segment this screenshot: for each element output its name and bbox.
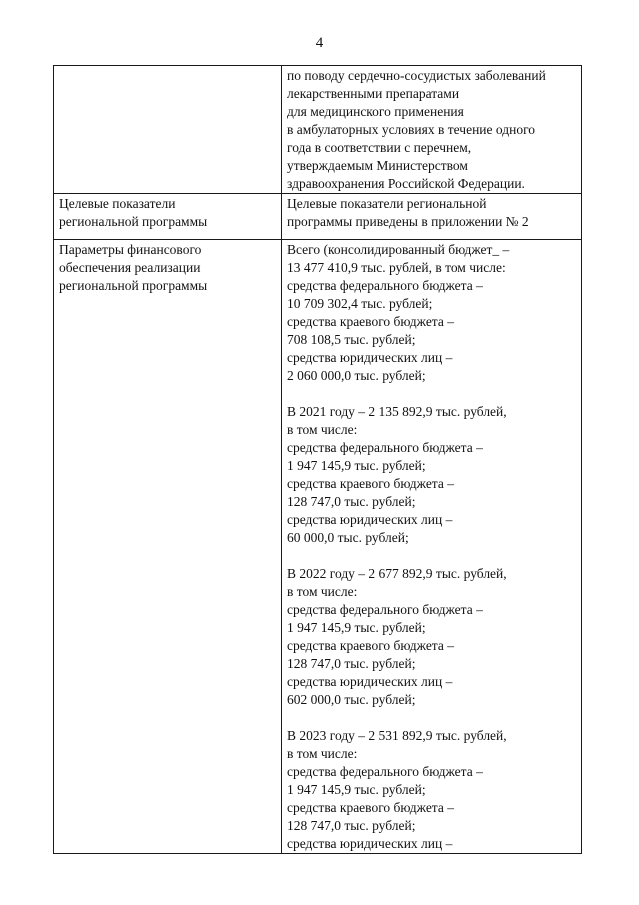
text-line: 128 747,0 тыс. рублей; xyxy=(287,656,416,671)
text-line: 128 747,0 тыс. рублей; xyxy=(287,818,416,833)
text-line: В 2023 году – 2 531 892,9 тыс. рублей, xyxy=(287,728,507,743)
label-line: региональной программы xyxy=(59,214,208,229)
finance-block-2021 xyxy=(287,403,576,547)
table-row xyxy=(54,240,582,854)
text-line: лекарственными препаратами xyxy=(287,86,460,101)
finance-block-total xyxy=(287,241,576,385)
text-line: средства краевого бюджета – xyxy=(287,800,454,815)
program-passport-table xyxy=(53,65,582,854)
page-number: 4 xyxy=(315,35,324,51)
text-line: 10 709 302,4 тыс. рублей; xyxy=(287,296,433,311)
text-line: в том числе: xyxy=(287,746,358,761)
label-line: обеспечения реализации xyxy=(59,260,201,275)
text-line: в том числе: xyxy=(287,584,358,599)
text-line: Всего (консолидированный бюджет_ – xyxy=(287,242,510,257)
text-line: 1 947 145,9 тыс. рублей; xyxy=(287,620,426,635)
text-line: Целевые показатели региональной xyxy=(287,196,487,211)
text-line: 1 947 145,9 тыс. рублей; xyxy=(287,458,426,473)
finance-label-cell xyxy=(54,240,282,854)
text-line: средства юридических лиц – xyxy=(287,512,453,527)
text-line: В 2022 году – 2 677 892,9 тыс. рублей, xyxy=(287,566,507,581)
row-label-cell xyxy=(54,194,282,240)
text-line: в том числе: xyxy=(287,422,358,437)
text-line: программы приведены в приложении № 2 xyxy=(287,214,529,229)
text-line: средства краевого бюджета – xyxy=(287,476,454,491)
label-line: региональной программы xyxy=(59,278,208,293)
finance-block-2022 xyxy=(287,565,576,709)
paragraph-gap xyxy=(287,385,576,403)
text-line: средства краевого бюджета – xyxy=(287,638,454,653)
text-line: 60 000,0 тыс. рублей; xyxy=(287,530,409,545)
text-line: средства федерального бюджета – xyxy=(287,602,483,617)
text-line: здравоохранения Российской Федерации. xyxy=(287,176,525,191)
table-row xyxy=(54,194,582,240)
text-line: для медицинского применения xyxy=(287,104,464,119)
text-line: года в соответствии с перечнем, xyxy=(287,140,472,155)
text-line: средства юридических лиц – xyxy=(287,350,453,365)
text-line: по поводу сердечно-сосудистых заболеваний xyxy=(287,68,546,83)
text-line: 2 060 000,0 тыс. рублей; xyxy=(287,368,426,383)
text-line: 128 747,0 тыс. рублей; xyxy=(287,494,416,509)
label-line: Параметры финансового xyxy=(59,242,202,257)
label-line: Целевые показатели xyxy=(59,196,176,211)
paragraph-gap xyxy=(287,547,576,565)
text-line: средства федерального бюджета – xyxy=(287,278,483,293)
text-line: утверждаемым Министерством xyxy=(287,158,468,173)
table-row xyxy=(54,66,582,194)
paragraph-gap xyxy=(287,709,576,727)
text-line: средства юридических лиц – xyxy=(287,674,453,689)
text-line: 602 000,0 тыс. рублей; xyxy=(287,692,416,707)
text-line: средства юридических лиц – xyxy=(287,836,453,851)
text-line: 13 477 410,9 тыс. рублей, в том числе: xyxy=(287,260,506,275)
text-line: 1 947 145,9 тыс. рублей; xyxy=(287,782,426,797)
text-line: В 2021 году – 2 135 892,9 тыс. рублей, xyxy=(287,404,507,419)
text-line: в амбулаторных условиях в течение одного xyxy=(287,122,536,137)
row-value-cell xyxy=(282,66,582,194)
text-line: 708 108,5 тыс. рублей; xyxy=(287,332,416,347)
text-line: средства федерального бюджета – xyxy=(287,440,483,455)
text-line: средства краевого бюджета – xyxy=(287,314,454,329)
row-label-cell xyxy=(54,66,282,194)
finance-value-cell xyxy=(282,240,582,854)
finance-block-2023 xyxy=(287,727,576,853)
row-value-cell xyxy=(282,194,582,240)
text-line: средства федерального бюджета – xyxy=(287,764,483,779)
